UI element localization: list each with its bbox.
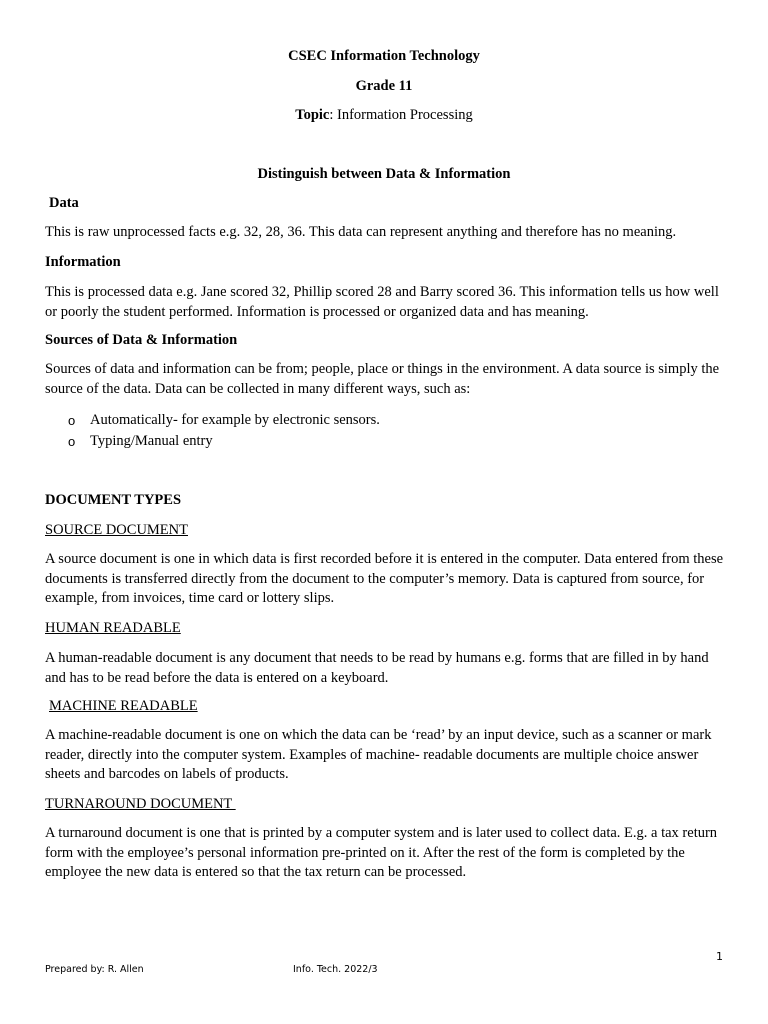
footer-course: Info. Tech. 2022/3 bbox=[293, 964, 378, 975]
turnaround-document-paragraph: A turnaround document is one that is printed by a computer system and is later used to collect data. E.g. a tax return form with the employee’s personal information pre-printed on it. After the rest of the form is completed by the employee the new data is entered so that the tax return can be processed. bbox=[45, 825, 718, 880]
list-item bbox=[45, 431, 725, 452]
sources-bullet-list bbox=[45, 410, 725, 452]
document-types-heading: DOCUMENT TYPES bbox=[45, 492, 182, 508]
information-paragraph: This is processed data e.g. Jane scored 32, Phillip scored 28 and Barry scored 36. This information tells us how well or poorly the student performed. Information is processed or organized data and has meaning. bbox=[45, 284, 719, 320]
topic-value: : Information Processing bbox=[329, 107, 473, 123]
grade-line: Grade 11 bbox=[355, 78, 413, 94]
data-heading: Data bbox=[49, 195, 79, 211]
list-item-text: Typing/Manual entry bbox=[90, 433, 213, 449]
document-title: CSEC Information Technology bbox=[288, 48, 480, 64]
list-item-text: Automatically- for example by electronic sensors. bbox=[90, 412, 380, 428]
footer-prepared-by: Prepared by: R. Allen bbox=[45, 964, 144, 975]
machine-readable-paragraph: A machine-readable document is one on which the data can be ‘read’ by an input device, such as a scanner or mark reader, directly into the computer system. Examples of machine- readable documents are multiple choice answer sheets and barcodes on labels of products. bbox=[45, 727, 712, 782]
bullet-marker: o bbox=[68, 413, 76, 428]
sources-heading: Sources of Data & Information bbox=[45, 332, 238, 348]
information-heading: Information bbox=[45, 254, 121, 270]
topic-line bbox=[45, 106, 723, 124]
bullet-marker: o bbox=[68, 434, 76, 449]
source-document-heading: SOURCE DOCUMENT bbox=[45, 522, 188, 538]
section-heading: Distinguish between Data & Information bbox=[257, 166, 511, 182]
data-paragraph: This is raw unprocessed facts e.g. 32, 28, 36. This data can represent anything and therefore has no meaning. bbox=[45, 224, 677, 240]
list-item bbox=[45, 410, 725, 431]
source-document-paragraph: A source document is one in which data is first recorded before it is entered in the computer. Data entered from these documents is transferred directly from the document to the computer’s memory. Data is captured from source, for example, from invoices, time card or lottery slips. bbox=[45, 551, 724, 606]
human-readable-heading: HUMAN READABLE bbox=[45, 620, 181, 636]
topic-label: Topic bbox=[295, 107, 330, 123]
turnaround-document-heading: TURNAROUND DOCUMENT bbox=[45, 796, 236, 812]
machine-readable-heading: MACHINE READABLE bbox=[49, 698, 198, 714]
sources-paragraph: Sources of data and information can be from; people, place or things in the environment. A data source is simply the source of the data. Data can be collected in many different ways, such as: bbox=[45, 361, 720, 397]
human-readable-paragraph: A human-readable document is any document that needs to be read by humans e.g. forms that are filled in by hand and has to be read before the data is entered on a keyboard. bbox=[45, 650, 709, 686]
page-number: 1 bbox=[716, 950, 723, 963]
